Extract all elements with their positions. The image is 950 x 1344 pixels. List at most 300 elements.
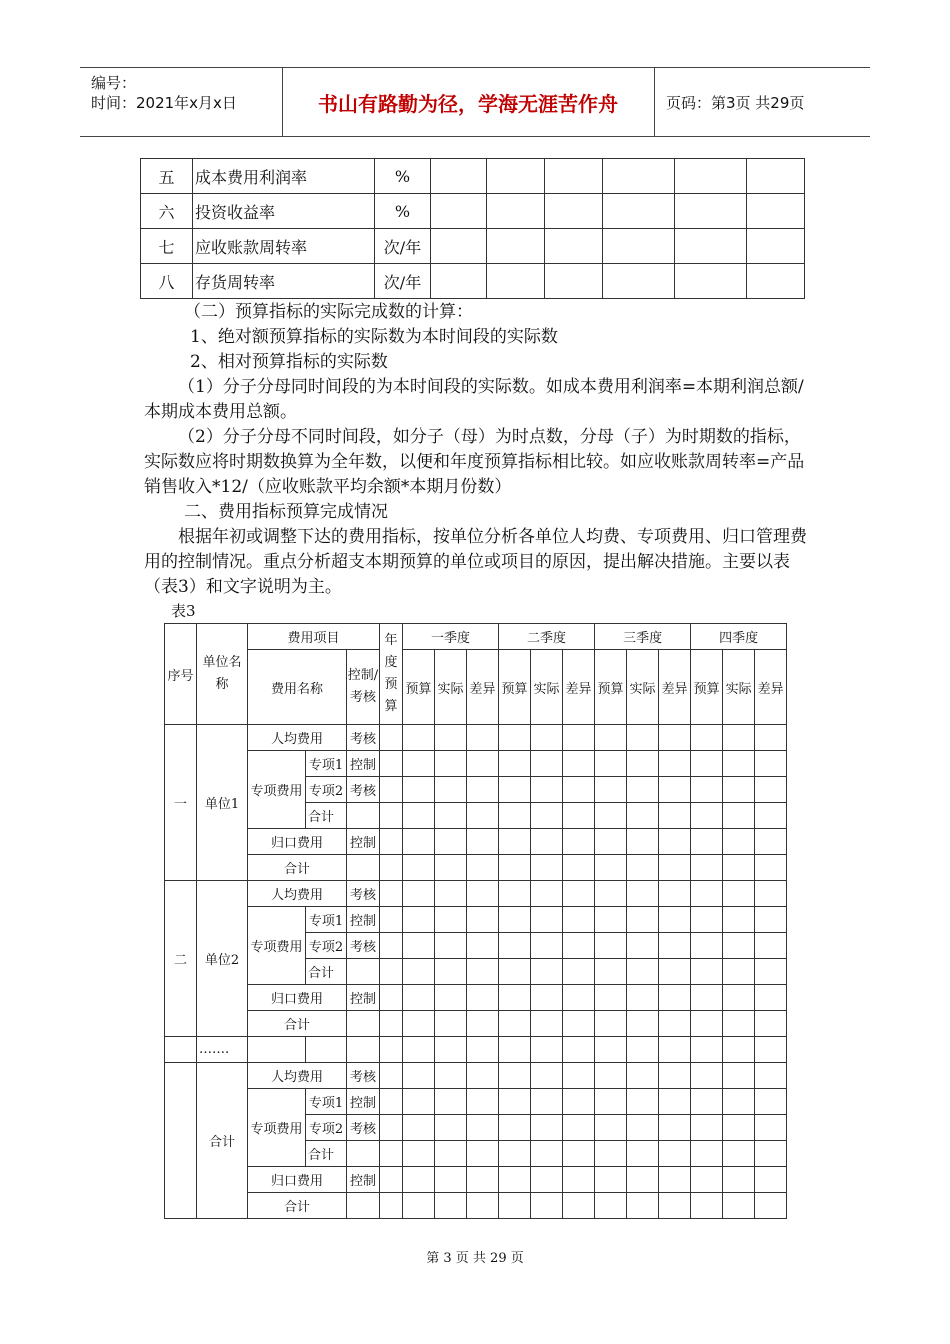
row-number: 八 bbox=[141, 264, 193, 299]
empty-cell bbox=[691, 829, 723, 855]
empty-cell bbox=[487, 159, 545, 194]
empty-cell bbox=[747, 264, 805, 299]
empty-cell bbox=[347, 1037, 380, 1063]
empty-cell bbox=[659, 1141, 691, 1167]
empty-cell bbox=[659, 1089, 691, 1115]
empty-cell bbox=[747, 229, 805, 264]
empty-cell bbox=[723, 803, 755, 829]
empty-cell bbox=[531, 751, 563, 777]
empty-cell bbox=[545, 264, 603, 299]
special-2-label: 专项2 bbox=[306, 777, 347, 803]
table-row bbox=[165, 855, 787, 881]
empty-cell bbox=[499, 907, 531, 933]
row-number: 六 bbox=[141, 194, 193, 229]
expense-table bbox=[164, 623, 787, 1219]
empty-cell bbox=[467, 751, 499, 777]
empty-cell bbox=[347, 1011, 380, 1037]
empty-cell bbox=[380, 803, 403, 829]
empty-cell bbox=[248, 1037, 306, 1063]
table-row bbox=[165, 907, 787, 933]
empty-cell bbox=[595, 1115, 627, 1141]
empty-cell bbox=[723, 1089, 755, 1115]
empty-cell bbox=[499, 1167, 531, 1193]
empty-cell bbox=[563, 1115, 595, 1141]
empty-cell bbox=[435, 1089, 467, 1115]
centralized-label: 归口费用 bbox=[248, 985, 347, 1011]
header-sub: 差异 bbox=[467, 650, 499, 725]
empty-cell bbox=[499, 1193, 531, 1219]
empty-cell bbox=[467, 1167, 499, 1193]
empty-cell bbox=[380, 1141, 403, 1167]
unit-name: 单位2 bbox=[197, 881, 248, 1037]
empty-cell bbox=[431, 194, 487, 229]
empty-cell bbox=[467, 855, 499, 881]
empty-cell bbox=[380, 1193, 403, 1219]
empty-cell bbox=[487, 264, 545, 299]
para-3: 2、相对预算指标的实际数 bbox=[190, 352, 388, 372]
empty-cell bbox=[347, 803, 380, 829]
empty-cell bbox=[595, 985, 627, 1011]
empty-cell bbox=[531, 1193, 563, 1219]
empty-cell bbox=[723, 985, 755, 1011]
empty-cell bbox=[627, 1193, 659, 1219]
page-header bbox=[80, 67, 870, 137]
empty-cell bbox=[755, 803, 787, 829]
empty-cell bbox=[435, 1115, 467, 1141]
empty-cell bbox=[723, 777, 755, 803]
empty-cell bbox=[435, 1193, 467, 1219]
empty-cell bbox=[627, 1115, 659, 1141]
centralized-label: 归口费用 bbox=[248, 829, 347, 855]
empty-cell bbox=[403, 1037, 435, 1063]
empty-cell bbox=[659, 777, 691, 803]
empty-cell bbox=[675, 264, 747, 299]
empty-cell bbox=[403, 1193, 435, 1219]
empty-cell bbox=[435, 777, 467, 803]
empty-cell bbox=[755, 1037, 787, 1063]
empty-cell bbox=[499, 881, 531, 907]
empty-cell bbox=[467, 803, 499, 829]
empty-cell bbox=[531, 1167, 563, 1193]
empty-cell bbox=[563, 1167, 595, 1193]
empty-cell bbox=[563, 959, 595, 985]
empty-cell bbox=[467, 933, 499, 959]
header-year: 年度预算 bbox=[380, 624, 403, 725]
empty-cell bbox=[435, 725, 467, 751]
empty-cell bbox=[723, 725, 755, 751]
empty-cell bbox=[723, 959, 755, 985]
group-number: 二 bbox=[165, 881, 197, 1037]
empty-cell bbox=[723, 1011, 755, 1037]
empty-cell bbox=[467, 1089, 499, 1115]
empty-cell bbox=[467, 907, 499, 933]
empty-cell bbox=[467, 1141, 499, 1167]
table-row bbox=[165, 1193, 787, 1219]
empty-cell bbox=[691, 933, 723, 959]
ellipsis: ……. bbox=[197, 1037, 248, 1063]
empty-cell bbox=[403, 959, 435, 985]
empty-cell bbox=[595, 1167, 627, 1193]
group-number bbox=[165, 1063, 197, 1219]
empty-cell bbox=[403, 751, 435, 777]
empty-cell bbox=[380, 829, 403, 855]
empty-cell bbox=[595, 881, 627, 907]
empty-cell bbox=[755, 829, 787, 855]
empty-cell bbox=[499, 829, 531, 855]
empty-cell bbox=[531, 1115, 563, 1141]
empty-cell bbox=[659, 1193, 691, 1219]
empty-cell bbox=[755, 1089, 787, 1115]
code-label: 编号： bbox=[91, 74, 137, 92]
empty-cell bbox=[627, 1089, 659, 1115]
empty-cell bbox=[691, 855, 723, 881]
empty-cell bbox=[723, 1063, 755, 1089]
empty-cell bbox=[691, 907, 723, 933]
empty-cell bbox=[691, 725, 723, 751]
per-capita-label: 人均费用 bbox=[248, 1063, 347, 1089]
para-6: 二、费用指标预算完成情况 bbox=[184, 502, 388, 522]
empty-cell bbox=[487, 229, 545, 264]
empty-cell bbox=[675, 229, 747, 264]
empty-cell bbox=[403, 1167, 435, 1193]
empty-cell bbox=[563, 829, 595, 855]
special-2-label: 专项2 bbox=[306, 1115, 347, 1141]
empty-cell bbox=[403, 1011, 435, 1037]
empty-cell bbox=[545, 194, 603, 229]
empty-cell bbox=[659, 959, 691, 985]
empty-cell bbox=[403, 855, 435, 881]
control-label: 控制 bbox=[347, 829, 380, 855]
empty-cell bbox=[467, 725, 499, 751]
empty-cell bbox=[595, 1063, 627, 1089]
table-row bbox=[165, 725, 787, 751]
empty-cell bbox=[499, 1037, 531, 1063]
empty-cell bbox=[723, 1037, 755, 1063]
empty-cell bbox=[627, 881, 659, 907]
table-row bbox=[165, 881, 787, 907]
empty-cell bbox=[723, 855, 755, 881]
empty-cell bbox=[563, 881, 595, 907]
subtotal-label: 合计 bbox=[248, 1193, 347, 1219]
table-row bbox=[141, 264, 805, 299]
para-4: （1）分子分母同时间段的为本时间段的实际数。如成本费用利润率=本期利润总额/本期成本费用总额。 bbox=[144, 377, 804, 422]
empty-cell bbox=[403, 933, 435, 959]
empty-cell bbox=[659, 751, 691, 777]
empty-cell bbox=[531, 1063, 563, 1089]
empty-cell bbox=[627, 1037, 659, 1063]
empty-cell bbox=[499, 1063, 531, 1089]
empty-cell bbox=[531, 959, 563, 985]
empty-cell bbox=[595, 1011, 627, 1037]
empty-cell bbox=[531, 1089, 563, 1115]
subtotal-label: 合计 bbox=[306, 959, 347, 985]
empty-cell bbox=[435, 933, 467, 959]
check-label: 考核 bbox=[347, 1063, 380, 1089]
empty-cell bbox=[347, 1193, 380, 1219]
empty-cell bbox=[380, 777, 403, 803]
header-sub: 实际 bbox=[627, 650, 659, 725]
indicator-unit: % bbox=[375, 194, 431, 229]
empty-cell bbox=[627, 1011, 659, 1037]
page-footer: 第 3 页 共 29 页 bbox=[426, 1251, 524, 1266]
empty-cell bbox=[755, 907, 787, 933]
empty-cell bbox=[499, 803, 531, 829]
header-meta bbox=[80, 68, 283, 136]
subtotal-label: 合计 bbox=[248, 1011, 347, 1037]
control-label: 控制 bbox=[347, 985, 380, 1011]
empty-cell bbox=[380, 985, 403, 1011]
empty-cell bbox=[435, 803, 467, 829]
header-unit: 单位名称 bbox=[197, 624, 248, 725]
empty-cell bbox=[467, 1193, 499, 1219]
empty-cell bbox=[403, 803, 435, 829]
empty-cell bbox=[595, 907, 627, 933]
empty-cell bbox=[431, 159, 487, 194]
subtotal-label: 合计 bbox=[248, 855, 347, 881]
empty-cell bbox=[499, 1115, 531, 1141]
empty-cell bbox=[306, 1037, 347, 1063]
empty-cell bbox=[691, 881, 723, 907]
empty-cell bbox=[691, 1115, 723, 1141]
empty-cell bbox=[691, 1193, 723, 1219]
empty-cell bbox=[659, 933, 691, 959]
empty-cell bbox=[380, 1089, 403, 1115]
empty-cell bbox=[435, 1141, 467, 1167]
empty-cell bbox=[499, 933, 531, 959]
empty-cell bbox=[659, 855, 691, 881]
table-row bbox=[165, 1011, 787, 1037]
indicator-table bbox=[140, 158, 805, 299]
indicator-unit: % bbox=[375, 159, 431, 194]
empty-cell bbox=[595, 803, 627, 829]
header-sub: 差异 bbox=[563, 650, 595, 725]
header-ctrl: 控制/考核 bbox=[347, 650, 380, 725]
empty-cell bbox=[499, 1089, 531, 1115]
empty-cell bbox=[627, 803, 659, 829]
empty-cell bbox=[659, 907, 691, 933]
empty-cell bbox=[165, 1037, 197, 1063]
special-label: 专项费用 bbox=[248, 1089, 306, 1167]
empty-cell bbox=[659, 1037, 691, 1063]
empty-cell bbox=[380, 1011, 403, 1037]
empty-cell bbox=[627, 933, 659, 959]
empty-cell bbox=[545, 159, 603, 194]
check-label: 考核 bbox=[347, 881, 380, 907]
empty-cell bbox=[755, 1141, 787, 1167]
empty-cell bbox=[431, 229, 487, 264]
empty-cell bbox=[595, 751, 627, 777]
empty-cell bbox=[531, 985, 563, 1011]
empty-cell bbox=[467, 959, 499, 985]
empty-cell bbox=[627, 751, 659, 777]
empty-cell bbox=[499, 855, 531, 881]
table-caption: 表3 bbox=[171, 602, 196, 620]
special-1-label: 专项1 bbox=[306, 1089, 347, 1115]
empty-cell bbox=[755, 855, 787, 881]
header-sub: 差异 bbox=[755, 650, 787, 725]
para-2: 1、绝对额预算指标的实际数为本时间段的实际数 bbox=[190, 327, 558, 347]
empty-cell bbox=[595, 1089, 627, 1115]
empty-cell bbox=[403, 1089, 435, 1115]
empty-cell bbox=[499, 725, 531, 751]
empty-cell bbox=[659, 725, 691, 751]
empty-cell bbox=[595, 855, 627, 881]
empty-cell bbox=[563, 751, 595, 777]
table-row bbox=[141, 229, 805, 264]
empty-cell bbox=[755, 881, 787, 907]
empty-cell bbox=[380, 725, 403, 751]
empty-cell bbox=[723, 829, 755, 855]
empty-cell bbox=[627, 1141, 659, 1167]
empty-cell bbox=[755, 725, 787, 751]
empty-cell bbox=[627, 959, 659, 985]
para-1: （二）预算指标的实际完成数的计算： bbox=[184, 302, 473, 322]
empty-cell bbox=[403, 881, 435, 907]
empty-cell bbox=[563, 985, 595, 1011]
empty-cell bbox=[595, 1141, 627, 1167]
empty-cell bbox=[691, 751, 723, 777]
table-row bbox=[165, 985, 787, 1011]
empty-cell bbox=[691, 1063, 723, 1089]
check-label: 考核 bbox=[347, 1115, 380, 1141]
header-sub: 实际 bbox=[435, 650, 467, 725]
header-sub: 实际 bbox=[723, 650, 755, 725]
special-label: 专项费用 bbox=[248, 907, 306, 985]
empty-cell bbox=[691, 777, 723, 803]
empty-cell bbox=[627, 777, 659, 803]
row-number: 五 bbox=[141, 159, 193, 194]
empty-cell bbox=[595, 933, 627, 959]
special-2-label: 专项2 bbox=[306, 933, 347, 959]
empty-cell bbox=[755, 985, 787, 1011]
table-row bbox=[165, 624, 787, 650]
empty-cell bbox=[595, 725, 627, 751]
empty-cell bbox=[595, 1037, 627, 1063]
empty-cell bbox=[659, 881, 691, 907]
indicator-unit: 次/年 bbox=[375, 229, 431, 264]
empty-cell bbox=[755, 1011, 787, 1037]
empty-cell bbox=[467, 1011, 499, 1037]
empty-cell bbox=[380, 881, 403, 907]
empty-cell bbox=[499, 985, 531, 1011]
empty-cell bbox=[403, 1115, 435, 1141]
empty-cell bbox=[723, 1115, 755, 1141]
header-sub: 预算 bbox=[691, 650, 723, 725]
para-5: （2）分子分母不同时间段，如分子（母）为时点数，分母（子）为时期数的指标，实际数应将时期数换算为全年数，以便和年度预算指标相比较。如应收账款周转率=产品销售收入*12/（应收账款平均余额*本期月份数） bbox=[144, 427, 805, 497]
header-quarter: 一季度 bbox=[403, 624, 499, 650]
header-sub: 预算 bbox=[403, 650, 435, 725]
control-label: 控制 bbox=[347, 1167, 380, 1193]
table-row bbox=[165, 650, 787, 725]
empty-cell bbox=[531, 829, 563, 855]
total-unit-name: 合计 bbox=[197, 1063, 248, 1219]
table-row bbox=[141, 194, 805, 229]
empty-cell bbox=[659, 1063, 691, 1089]
empty-cell bbox=[403, 1141, 435, 1167]
empty-cell bbox=[435, 855, 467, 881]
empty-cell bbox=[467, 881, 499, 907]
empty-cell bbox=[595, 777, 627, 803]
empty-cell bbox=[595, 959, 627, 985]
empty-cell bbox=[723, 881, 755, 907]
empty-cell bbox=[595, 1193, 627, 1219]
header-seq: 序号 bbox=[165, 624, 197, 725]
empty-cell bbox=[659, 829, 691, 855]
empty-cell bbox=[531, 1037, 563, 1063]
empty-cell bbox=[659, 985, 691, 1011]
header-name: 费用名称 bbox=[248, 650, 347, 725]
indicator-name: 投资收益率 bbox=[193, 194, 375, 229]
empty-cell bbox=[380, 855, 403, 881]
empty-cell bbox=[403, 985, 435, 1011]
group-number: 一 bbox=[165, 725, 197, 881]
empty-cell bbox=[545, 229, 603, 264]
empty-cell bbox=[531, 803, 563, 829]
empty-cell bbox=[435, 1037, 467, 1063]
empty-cell bbox=[691, 1167, 723, 1193]
header-sub: 预算 bbox=[499, 650, 531, 725]
check-label: 考核 bbox=[347, 725, 380, 751]
empty-cell bbox=[755, 777, 787, 803]
empty-cell bbox=[627, 855, 659, 881]
per-capita-label: 人均费用 bbox=[248, 881, 347, 907]
empty-cell bbox=[380, 1115, 403, 1141]
table-row bbox=[165, 1089, 787, 1115]
empty-cell bbox=[755, 1115, 787, 1141]
empty-cell bbox=[531, 855, 563, 881]
empty-cell bbox=[380, 751, 403, 777]
empty-cell bbox=[347, 1141, 380, 1167]
row-number: 七 bbox=[141, 229, 193, 264]
empty-cell bbox=[563, 803, 595, 829]
empty-cell bbox=[435, 959, 467, 985]
empty-cell bbox=[723, 1167, 755, 1193]
empty-cell bbox=[627, 985, 659, 1011]
empty-cell bbox=[531, 907, 563, 933]
check-label: 考核 bbox=[347, 777, 380, 803]
header-quarter: 三季度 bbox=[595, 624, 691, 650]
special-label: 专项费用 bbox=[248, 751, 306, 829]
subtotal-label: 合计 bbox=[306, 1141, 347, 1167]
special-1-label: 专项1 bbox=[306, 751, 347, 777]
empty-cell bbox=[435, 907, 467, 933]
empty-cell bbox=[487, 194, 545, 229]
empty-cell bbox=[563, 933, 595, 959]
empty-cell bbox=[347, 855, 380, 881]
empty-cell bbox=[691, 985, 723, 1011]
header-sub: 预算 bbox=[595, 650, 627, 725]
special-1-label: 专项1 bbox=[306, 907, 347, 933]
empty-cell bbox=[380, 1063, 403, 1089]
empty-cell bbox=[691, 959, 723, 985]
empty-cell bbox=[747, 159, 805, 194]
empty-cell bbox=[435, 985, 467, 1011]
empty-cell bbox=[747, 194, 805, 229]
empty-cell bbox=[627, 907, 659, 933]
centralized-label: 归口费用 bbox=[248, 1167, 347, 1193]
header-item: 费用项目 bbox=[248, 624, 380, 650]
empty-cell bbox=[435, 751, 467, 777]
page-label: 页码：第3页 共29页 bbox=[666, 94, 805, 112]
empty-cell bbox=[659, 803, 691, 829]
empty-cell bbox=[499, 751, 531, 777]
para-7: 根据年初或调整下达的费用指标，按单位分析各单位人均费、专项费用、归口管理费用的控制情况。重点分析超支本期预算的单位或项目的原因，提出解决措施。主要以表（表3）和文字说明为主。 bbox=[144, 527, 807, 597]
empty-cell bbox=[431, 264, 487, 299]
empty-cell bbox=[563, 1141, 595, 1167]
table-row bbox=[165, 829, 787, 855]
empty-cell bbox=[659, 1115, 691, 1141]
empty-cell bbox=[627, 829, 659, 855]
